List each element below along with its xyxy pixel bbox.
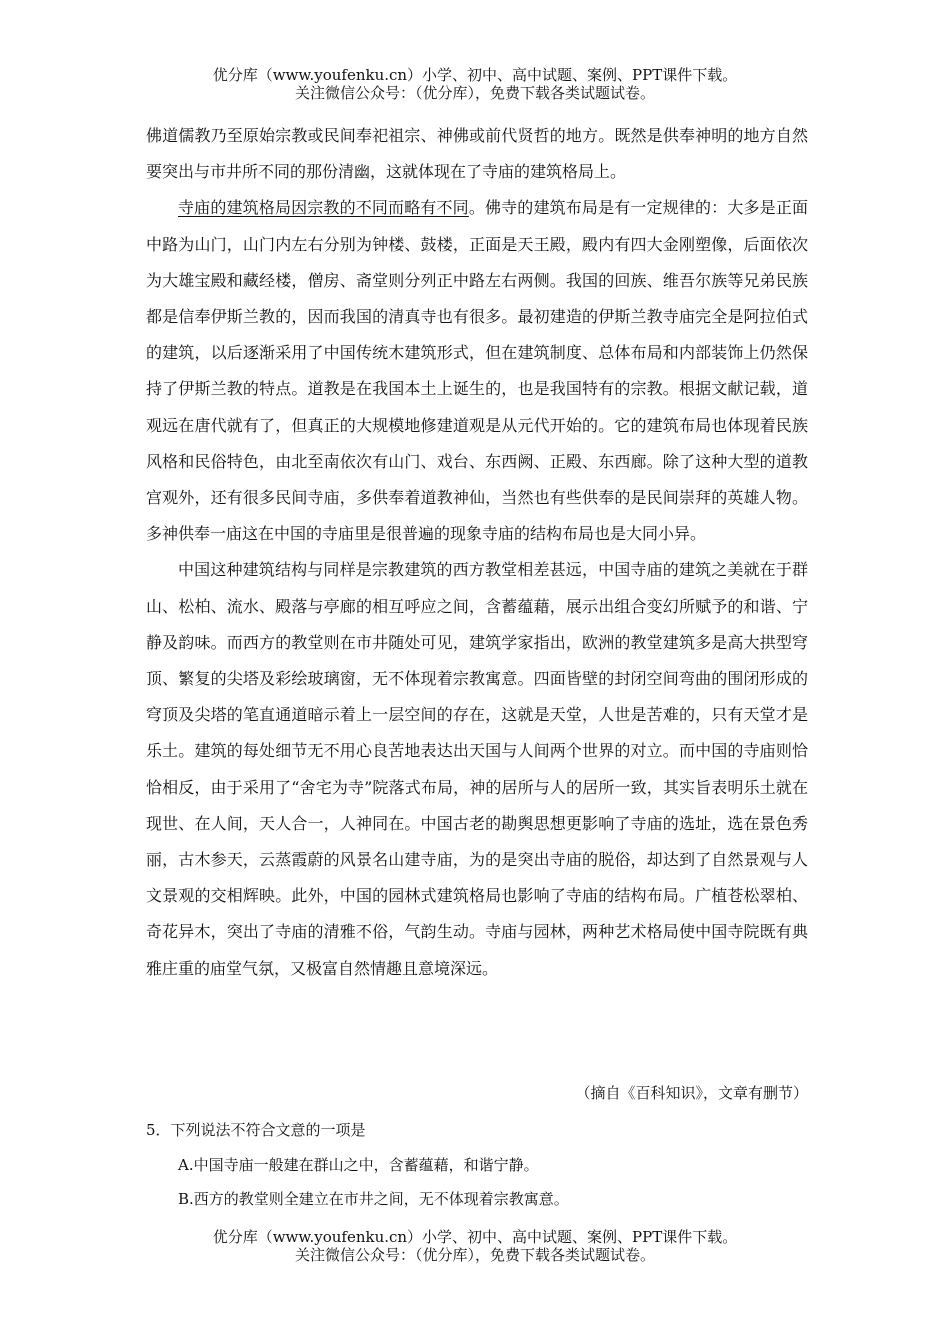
footer-line-1: 优分库（www.youfenku.cn）小学、初中、高中试题、案例、PPT课件下载。 (212, 1228, 738, 1246)
question-stem: 5．下列说法不符合文意的一项是 (146, 1121, 366, 1139)
paragraph-3: 中国这种建筑结构与同样是宗教建筑的西方教堂相差甚远，中国寺庙的建筑之美就在于群山、松柏、流水、殿落与亭廊的相互呼应之间，含蓄蕴藉，展示出组合变幻所赋予的和谐、宁静及韵味。而西方的教堂则在市井随处可见，建筑学家指出，欧洲的教堂建筑多是高大拱型穹顶、繁复的尖塔及彩绘玻璃窗，无不体现着宗教寓意。四面皆壁的封闭空间弯曲的围闭形成的穹顶及尖塔的笔直通道暗示着上一层空间的存在，这就是天堂，人世是苦难的，只有天堂才是乐土。建筑的每处细节无不用心良苦地表达出天国与人间两个世界的对立。而中国的寺庙则恰恰相反，由于采用了“舍宅为寺”院落式布局，神的居所与人的居所一致，其实旨表明乐土就在现世、在人间，天人合一，人神同在。中国古老的勘舆思想更影响了寺庙的选址，选在景色秀丽，古木参天，云蒸霞蔚的风景名山建寺庙，为的是突出寺庙的脱俗，却达到了自然景观与人文景观的交相辉映。此外，中国的园林式建筑格局也影响了寺庙的结构布局。广植苍松翠柏、奇花异木，突出了寺庙的清雅不俗，气韵生动。寺庙与园林，两种艺术格局使中国寺院既有典雅庄重的庙堂气氛，又极富自然情趣且意境深远。 (146, 560, 808, 978)
paragraph-2 (146, 190, 808, 552)
source-citation: （摘自《百科知识》，文章有删节） (575, 1084, 808, 1102)
page-footer (0, 1228, 950, 1264)
header-line-1: 优分库（www.youfenku.cn）小学、初中、高中试题、案例、PPT课件下载。 (212, 66, 738, 84)
header-line-2: 关注微信公众号：（优分库），免费下载各类试题试卷。 (294, 84, 655, 102)
page-header (0, 66, 950, 102)
footer-line-2: 关注微信公众号：（优分库），免费下载各类试题试卷。 (294, 1246, 655, 1264)
option-a: A.中国寺庙一般建在群山之中，含蓄蕴藉，和谐宁静。 (178, 1156, 539, 1174)
article-body (146, 118, 808, 987)
underlined-sentence: 寺庙的建筑格局因宗教的不同而略有不同 (178, 198, 469, 218)
paragraph-1: 佛道儒教乃至原始宗教或民间奉祀祖宗、神佛或前代贤哲的地方。既然是供奉神明的地方自然要突出与市井所不同的那份清幽，这就体现在了寺庙的建筑格局上。 (146, 126, 808, 182)
paragraph-2-text: 。佛寺的建筑布局是有一定规律的：大多是正面中路为山门，山门内左右分别为钟楼、鼓楼，正面是天王殿，殿内有四大金刚塑像，后面依次为大雄宝殿和藏经楼，僧房、斋堂则分列正中路左右两侧。我国的回族、维吾尔族等兄弟民族都是信奉伊斯兰教的，因而我国的清真寺也有很多。最初建造的伊斯兰教寺庙完全是阿拉伯式的建筑，以后逐渐采用了中国传统木建筑形式，但在建筑制度、总体布局和内部装饰上仍然保持了伊斯兰教的特点。道教是在我国本土上诞生的，也是我国特有的宗教。根据文献记载，道观远在唐代就有了，但真正的大规模地修建道观是从元代开始的。它的建筑布局也体现着民族风格和民俗特色，由北至南依次有山门、戏台、东西阙、正殿、东西廊。除了这种大型的道教宫观外，还有很多民间寺庙，多供奉着道教神仙，当然也有些供奉的是民间崇拜的英雄人物。多神供奉一庙这在中国的寺庙里是很普遍的现象寺庙的结构布局也是大同小异。 (146, 198, 808, 544)
option-b: B.西方的教堂则全建立在市井之间，无不体现着宗教寓意。 (178, 1190, 569, 1208)
